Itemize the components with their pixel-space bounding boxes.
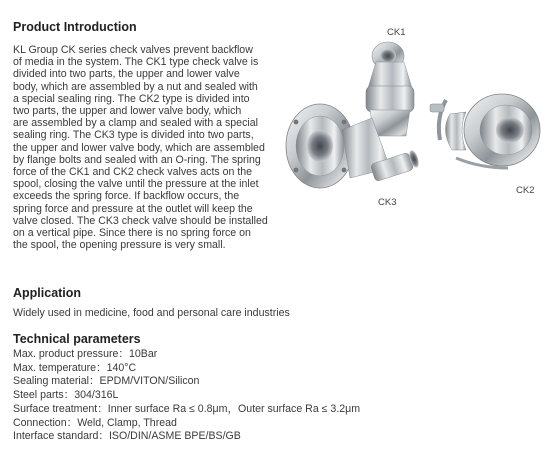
parameter-max-product-pressure: Max. product pressure：10Bar [13, 348, 158, 360]
intro-line: force of the CK1 and CK2 check valves acts on the [13, 166, 253, 179]
intro-line: a special sealing ring. The CK2 type is divided into [13, 92, 250, 105]
intro-line: divided into two parts, the upper and lower valve [13, 68, 240, 81]
parameter-interface-standard: Interface standard：ISO/DIN/ASME BPE/BS/GB [13, 430, 241, 443]
parameter-steel-parts: Steel parts：304/316L [13, 389, 119, 402]
intro-line: sealing ring. The CK3 type is divided into two parts, [13, 129, 254, 142]
label-ck2: CK2 [516, 185, 535, 196]
parameter-connection: Connection：Weld, Clamp, Thread [13, 416, 177, 429]
parameter-sealing-material: Sealing material：EPDM/VITON/Silicon [13, 375, 200, 388]
intro-line: the upper and lower valve body, which are assembled [13, 141, 265, 154]
intro-line: valve closed. The CK3 check valve should be installed [13, 214, 268, 227]
parameter-max-temperature: Max. temperature：140°C [13, 361, 137, 374]
intro-line: of media in the system. The CK1 type check valve is [13, 56, 259, 69]
section-heading-application: Application [13, 286, 82, 300]
intro-line: the spool, the opening pressure is very small. [13, 239, 226, 252]
ck2-valve-graphic [430, 94, 540, 168]
application-text: Widely used in medicine, food and personal care industries [13, 307, 290, 319]
intro-line: body, which are assembled by a nut and sealed with [13, 80, 258, 93]
technical-parameters-list [13, 348, 413, 444]
parameter-surface-treatment: Surface treatment：Inner surface Ra ≤ 0.8μm，Outer surface Ra ≤ 3.2μm [13, 402, 361, 415]
intro-line: spool, closing the valve until the pressure at the inlet [13, 178, 259, 191]
intro-line: spring force and pressure at the outlet will keep the [13, 202, 253, 215]
check-valves-product-image [280, 18, 545, 214]
label-ck1: CK1 [387, 27, 406, 38]
product-introduction-text [13, 44, 275, 251]
intro-line: on a vertical pipe. Since there is no spring force on [13, 227, 251, 240]
intro-line: KL Group CK series check valves prevent backflow [13, 44, 253, 56]
section-heading-product-introduction: Product Introduction [13, 20, 137, 34]
intro-line: are assembled by a clamp and sealed with a special [13, 117, 258, 130]
intro-line: exceeds the spring force. If backflow occurs, the [13, 190, 240, 203]
intro-line: by flange bolts and sealed with an O-ring. The spring [13, 153, 261, 166]
section-heading-technical-parameters: Technical parameters [13, 332, 141, 346]
intro-line: two parts, the upper and lower valve body, which [13, 105, 242, 118]
label-ck3: CK3 [378, 197, 397, 208]
